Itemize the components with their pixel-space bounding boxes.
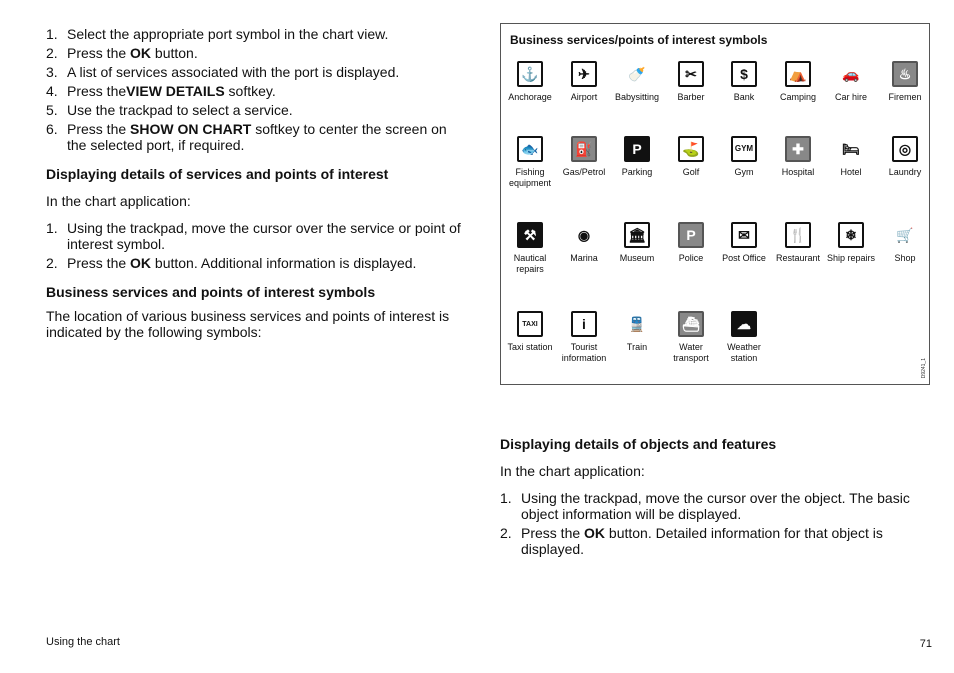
symbol-train	[610, 311, 664, 353]
symbol-airport	[557, 61, 611, 103]
step-text: Press the	[67, 83, 127, 99]
police-icon: P	[678, 222, 704, 248]
marina-icon: ◉	[571, 222, 597, 248]
symbol-label: Ship repairs	[826, 253, 876, 263]
symbol-firemen	[878, 61, 932, 103]
step-item	[46, 255, 466, 271]
symbol-label: Gas/Petrol	[562, 167, 606, 177]
symbol-label: Nautical repairs	[513, 253, 547, 274]
anchorage-icon: ⚓	[517, 61, 543, 87]
intro-text: In the chart application:	[46, 193, 191, 209]
symbol-label: Hotel	[840, 167, 862, 177]
symbol-label: Golf	[682, 167, 700, 177]
symbol-car-hire	[824, 61, 878, 103]
symbol-gym	[717, 136, 771, 178]
symbol-label: Water transport	[673, 342, 709, 363]
symbol-label: Marina	[570, 253, 598, 263]
step-number: 2.	[500, 525, 512, 541]
step-item	[46, 26, 466, 42]
step-keyword: OK	[584, 525, 606, 541]
fishing-equipment-icon: 🐟	[517, 136, 543, 162]
page-number: 71	[919, 638, 932, 650]
figure-code: D9241_1	[921, 357, 927, 378]
heading-objects-details: Displaying details of objects and features	[500, 436, 777, 452]
step-number: 6.	[46, 121, 58, 137]
step-keyword: SHOW ON CHART	[130, 121, 252, 137]
symbol-camping	[771, 61, 825, 103]
shop-icon: 🛒	[892, 222, 918, 248]
symbol-ship-repairs	[824, 222, 878, 264]
firemen-icon: ♨	[892, 61, 918, 87]
symbol-label: Fishing equipment	[508, 167, 552, 188]
step-item	[46, 121, 466, 153]
weather-station-icon: ☁	[731, 311, 757, 337]
symbol-label: Train	[626, 342, 648, 352]
step-item	[46, 45, 466, 61]
step-number: 5.	[46, 102, 58, 118]
step-keyword: OK	[130, 255, 152, 271]
symbol-nautical-repairs	[503, 222, 557, 275]
heading-services-details: Displaying details of services and points of interest	[46, 166, 389, 182]
left-column	[46, 26, 466, 340]
legend-title: Business services/points of interest symbols	[510, 33, 768, 47]
golf-icon: ⛳	[678, 136, 704, 162]
car-hire-icon: 🚗	[838, 61, 864, 87]
symbol-label: Weather station	[727, 342, 761, 363]
step-item	[46, 220, 466, 252]
gas-petrol-icon: ⛽	[571, 136, 597, 162]
symbol-label: Firemen	[888, 92, 922, 102]
step-keyword: VIEW DETAILS	[126, 83, 225, 99]
airport-icon: ✈	[571, 61, 597, 87]
service-steps-list	[46, 26, 466, 153]
museum-icon: 🏛	[624, 222, 650, 248]
heading-symbols: Business services and points of interest symbols	[46, 284, 376, 300]
step-text: softkey to center the screen on the selected port, if required.	[67, 121, 447, 153]
step-text: Press the	[67, 255, 131, 271]
babysitting-icon: 🍼	[624, 61, 650, 87]
step-text: softkey.	[224, 83, 276, 99]
ship-repairs-icon: ❄	[838, 222, 864, 248]
symbols-intro-paragraph: The location of various business services and points of interest is indicated by the following symbols:	[46, 308, 450, 340]
symbol-label: Bank	[733, 92, 755, 102]
symbol-label: Restaurant	[775, 253, 821, 263]
bank-icon: $	[731, 61, 757, 87]
symbol-label: Museum	[619, 253, 655, 263]
symbol-marina	[557, 222, 611, 264]
train-icon: 🚆	[624, 311, 650, 337]
symbol-parking	[610, 136, 664, 178]
step-item	[46, 83, 466, 99]
step-number: 1.	[46, 26, 58, 42]
symbol-hotel	[824, 136, 878, 178]
step-number: 1.	[500, 490, 512, 506]
symbol-label: Police	[678, 253, 704, 263]
symbol-anchorage	[503, 61, 557, 103]
step-text: Press the	[67, 45, 131, 61]
step-number: 2.	[46, 255, 58, 271]
gym-icon: GYM	[731, 136, 757, 162]
step-text: button.	[151, 45, 198, 61]
symbol-shop	[878, 222, 932, 264]
symbol-tourist-information	[557, 311, 611, 364]
symbol-label: Car hire	[834, 92, 867, 102]
tourist-information-icon: i	[571, 311, 597, 337]
symbol-label: Parking	[621, 167, 653, 177]
symbol-laundry	[878, 136, 932, 178]
step-text: A list of services associated with the port is displayed.	[67, 64, 400, 80]
symbol-barber	[664, 61, 718, 103]
step-text: Using the trackpad, move the cursor over the service or point of interest symbol.	[67, 220, 461, 252]
intro-text-objects: In the chart application:	[500, 463, 645, 479]
symbol-label: Anchorage	[508, 92, 552, 102]
symbol-label: Airport	[570, 92, 598, 102]
symbol-museum	[610, 222, 664, 264]
step-text: Use the trackpad to select a service.	[67, 102, 293, 118]
symbol-label: Shop	[894, 253, 916, 263]
step-number: 4.	[46, 83, 58, 99]
symbol-weather-station	[717, 311, 771, 364]
taxi-station-icon: TAXI	[517, 311, 543, 337]
symbol-fishing-equipment	[503, 136, 557, 189]
parking-icon: P	[624, 136, 650, 162]
symbol-gas-petrol	[557, 136, 611, 178]
symbol-bank	[717, 61, 771, 103]
hospital-icon: ✚	[785, 136, 811, 162]
step-text: Using the trackpad, move the cursor over the object. The basic object information will be displayed.	[521, 490, 910, 522]
step-number: 1.	[46, 220, 58, 236]
objects-steps-list	[500, 490, 930, 557]
symbol-label: Barber	[677, 92, 705, 102]
symbol-babysitting	[610, 61, 664, 103]
restaurant-icon: 🍴	[785, 222, 811, 248]
step-keyword: OK	[130, 45, 152, 61]
step-number: 3.	[46, 64, 58, 80]
nautical-repairs-icon: ⚒	[517, 222, 543, 248]
step-item	[46, 64, 466, 80]
barber-icon: ✂	[678, 61, 704, 87]
symbol-label: Gym	[734, 167, 754, 177]
symbol-police	[664, 222, 718, 264]
hotel-icon: 🛏	[838, 136, 864, 162]
laundry-icon: ◎	[892, 136, 918, 162]
symbol-label: Laundry	[888, 167, 922, 177]
step-item	[46, 102, 466, 118]
symbol-taxi-station	[503, 311, 557, 353]
step-text: Select the appropriate port symbol in the chart view.	[67, 26, 389, 42]
symbol-water-transport	[664, 311, 718, 364]
symbol-label: Camping	[779, 92, 817, 102]
symbol-label: Taxi station	[507, 342, 553, 352]
symbol-label: Post Office	[722, 253, 766, 263]
step-text: button. Additional information is displayed.	[151, 255, 417, 271]
camping-icon: ⛺	[785, 61, 811, 87]
step-text: Press the	[67, 121, 131, 137]
symbol-golf	[664, 136, 718, 178]
step-text: Press the	[521, 525, 585, 541]
symbols-legend-figure	[500, 23, 930, 385]
footer-section-title: Using the chart	[46, 636, 120, 648]
details-steps-list	[46, 220, 466, 271]
post-office-icon: ✉	[731, 222, 757, 248]
step-item	[500, 490, 930, 522]
step-text: button. Detailed information for that object is displayed.	[521, 525, 883, 557]
step-item	[500, 525, 930, 557]
symbol-post-office	[717, 222, 771, 264]
step-number: 2.	[46, 45, 58, 61]
symbol-label: Babysitting	[614, 92, 660, 102]
right-column	[500, 436, 930, 560]
symbol-label: Hospital	[781, 167, 815, 177]
symbol-hospital	[771, 136, 825, 178]
symbol-label: Tourist information	[561, 342, 607, 363]
symbol-restaurant	[771, 222, 825, 264]
water-transport-icon: ⛴	[678, 311, 704, 337]
